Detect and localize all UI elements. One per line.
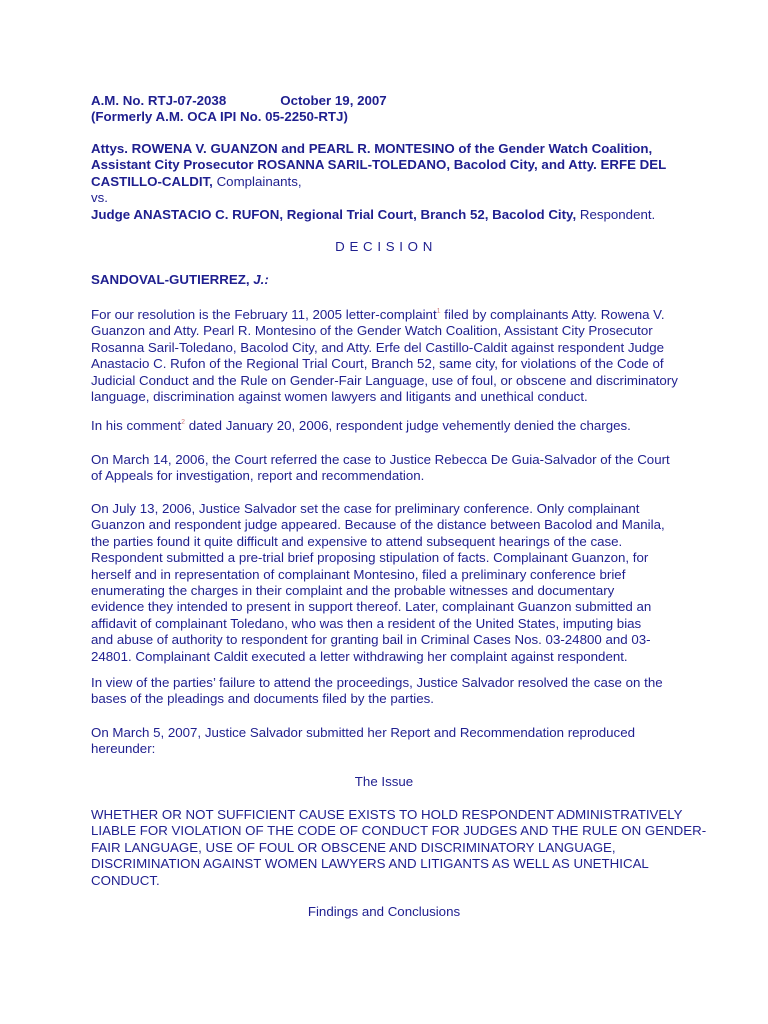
case-header xyxy=(91,93,691,126)
formerly-number: (Formerly A.M. OCA IPI No. 05-2250-RTJ) xyxy=(91,109,348,125)
ponente-suffix: J.: xyxy=(253,272,269,287)
issue-heading: The Issue xyxy=(354,774,414,789)
footnote-2-link[interactable]: 2 xyxy=(181,419,186,426)
ponente-name: SANDOVAL-GUTIERREZ, xyxy=(91,272,250,287)
paragraph-1-text-b: filed by complainants Atty. Rowena V. Guanzon and Atty. Pearl R. Montesino of the Gender Watch Coalition, Assistant City Prosecutor Rosanna Saril-Toledano, Bacolod City, and Atty. Erfe del Castillo-Caldit against respondent Judge Anastacio C. Rufon of the Regional Trial Court, Branch 52, same city, for violations of the Code of Judicial Conduct and the Rule on Gender-Fair Language, use of foul, or obscene and discriminatory language, discrimination against women lawyers and litigants and unethical conduct. xyxy=(91,307,678,405)
paragraph-1-text-a: For our resolution is the February 11, 2005 letter-complaint xyxy=(91,307,437,322)
complainants-role: Complainants, xyxy=(212,173,302,189)
respondent-role: Respondent. xyxy=(576,206,656,222)
paragraph-4: On July 13, 2006, Justice Salvador set the case for preliminary conference. Only complainant Guanzon and respondent judge appeared. Because of the distance between Bacolod and Manila, the parties found it quite difficult and expensive to attend subsequent hearings of the case. Respondent submitted a pre-trial brief proposing stipulation of facts. Complainant Guanzon, for herself and in representation of complainant Montesino, filed a preliminary conference brief enumerating the charges in their complaint and the probable witnesses and documentary evidence they intended to present in support thereof. Later, complainant Guanzon submitted an affidavit of complainant Toledano, who was then a resident of the United States, imputing bias and abuse of authority to respondent for granting bail in Criminal Cases Nos. 03-24800 and 03-24801. Complainant Caldit executed a letter withdrawing her complaint against respondent. xyxy=(91,501,665,664)
paragraph-1 xyxy=(91,307,679,405)
complainants-line xyxy=(91,141,681,223)
paragraph-2-text-b: dated January 20, 2006, respondent judge vehemently denied the charges. xyxy=(185,418,631,433)
decision-heading: D E C I S I O N xyxy=(335,239,433,254)
issue-text: WHETHER OR NOT SUFFICIENT CAUSE EXISTS TO HOLD RESPONDENT ADMINISTRATIVELY LIABLE FOR VIOLATION OF THE CODE OF CONDUCT FOR JUDGES AND THE RULE ON GENDER-FAIR LANGUAGE, USE OF FOUL OR OBSCENE AND DISCRIMINATORY LANGUAGE, DISCRIMINATION AGAINST WOMEN LAWYERS AND LITIGANTS AS WELL AS UNETHICAL CONDUCT. xyxy=(91,807,707,888)
paragraph-5: In view of the parties’ failure to attend the proceedings, Justice Salvador resolved the case on the bases of the pleadings and documents filed by the parties. xyxy=(91,675,663,707)
versus: vs. xyxy=(91,190,108,206)
findings-heading: Findings and Conclusions xyxy=(307,904,461,919)
complainants-names: Attys. ROWENA V. GUANZON and PEARL R. MONTESINO of the Gender Watch Coalition, Assistant City Prosecutor ROSANNA SARIL-TOLEDANO, Bacolod City, and Atty. ERFE DEL CASTILLO-CALDIT, xyxy=(91,141,667,189)
paragraph-3: On March 14, 2006, the Court referred the case to Justice Rebecca De Guia-Salvador of the Court of Appeals for investigation, report and recommendation. xyxy=(91,452,670,484)
respondent-name: Judge ANASTACIO C. RUFON, Regional Trial Court, Branch 52, Bacolod City, xyxy=(91,206,577,222)
case-date: October 19, 2007 xyxy=(280,93,387,108)
paragraph-2 xyxy=(91,418,691,434)
case-number: A.M. No. RTJ-07-2038 xyxy=(91,93,227,108)
paragraph-2-text-a: In his comment xyxy=(91,418,182,433)
ponente xyxy=(91,272,691,288)
paragraph-6: On March 5, 2007, Justice Salvador submitted her Report and Recommendation reproduced hereunder: xyxy=(91,725,635,757)
footnote-1-link[interactable]: 1 xyxy=(436,308,441,315)
